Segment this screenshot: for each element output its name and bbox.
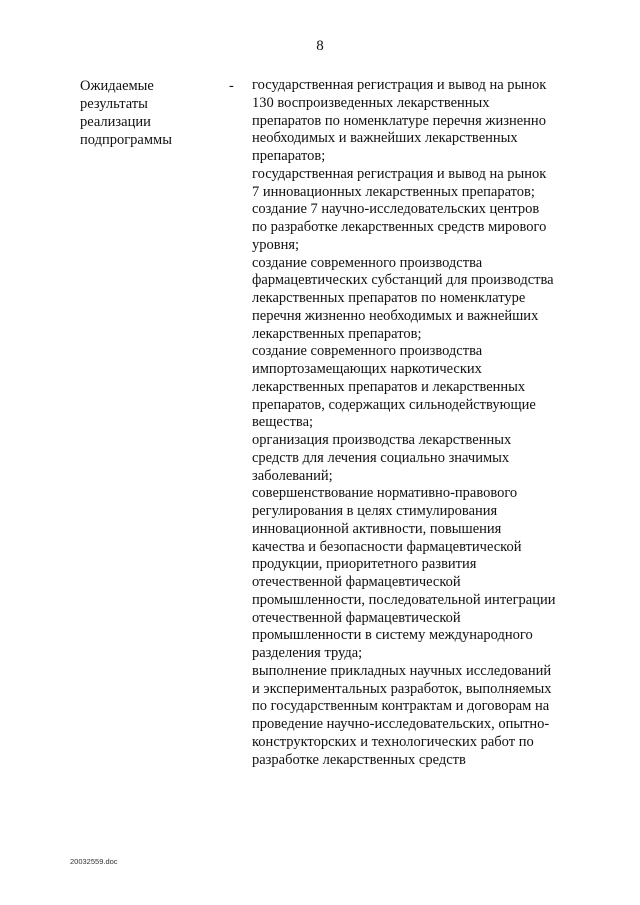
text-line: государственная регистрация и вывод на рынок (252, 77, 547, 93)
text-line: промышленности, последовательной интеграции (252, 591, 556, 608)
text-line: заболеваний; (252, 467, 333, 484)
text-line: инновационной активности, повышения (252, 520, 502, 537)
text-line: создание современного производства (252, 254, 483, 271)
text-line: лекарственных препаратов по номенклатуре (252, 290, 526, 306)
text-line: необходимых и важнейших лекарственных (252, 130, 518, 147)
section-label-line: реализации (80, 114, 151, 130)
text-line: продукции, приоритетного развития (252, 556, 477, 573)
text-line: лекарственных препаратов; (252, 325, 422, 342)
text-line: и экспериментальных разработок, выполняемых (252, 680, 552, 697)
text-line: качества и безопасности фармацевтической (252, 538, 522, 555)
section-label-line: результаты (80, 96, 148, 112)
text-line: препаратов по номенклатуре перечня жизненно (252, 112, 546, 129)
text-line: фармацевтических субстанций для производства (252, 272, 554, 289)
text-line: выполнение прикладных научных исследований (252, 662, 552, 679)
text-line: перечня жизненно необходимых и важнейших (252, 307, 539, 324)
text-line: отечественной фармацевтической (252, 574, 461, 590)
section-label-line: подпрограммы (80, 132, 172, 148)
list-dash: - (229, 78, 234, 94)
text-line: проведение научно-исследовательских, опытно- (252, 716, 550, 732)
text-line: отечественной фармацевтической (252, 609, 461, 626)
text-line: импортозамещающих наркотических (252, 361, 482, 377)
section-label-line: Ожидаемые (80, 78, 154, 94)
text-line: лекарственных препаратов и лекарственных (252, 378, 526, 395)
text-line: регулирования в целях стимулирования (252, 503, 498, 519)
page-number: 8 (316, 38, 324, 54)
text-line: совершенствование нормативно-правового (252, 485, 518, 502)
text-line: 7 инновационных лекарственных препаратов; (252, 183, 535, 200)
text-line: промышленности в систему международного (252, 627, 533, 644)
footer-filename: 20032559.doc (70, 857, 118, 866)
text-line: разделения труда; (252, 645, 363, 661)
text-line: создание современного производства (252, 343, 483, 360)
text-line: вещества; (252, 414, 314, 431)
text-line: организация производства лекарственных (252, 432, 512, 448)
text-line: 130 воспроизведенных лекарственных (252, 94, 490, 111)
section-label (80, 77, 210, 149)
text-line: средств для лечения социально значимых (252, 449, 510, 466)
text-line: препаратов; (252, 148, 326, 164)
text-line: уровня; (252, 236, 300, 253)
text-line: разработке лекарственных средств (252, 751, 466, 768)
expected-results-text (252, 77, 592, 769)
text-line: создание 7 научно-исследовательских центров (252, 201, 540, 218)
text-line: по разработке лекарственных средств мирового (252, 219, 547, 235)
text-line: препаратов, содержащих сильнодействующие (252, 396, 536, 413)
text-line: конструкторских и технологических работ по (252, 733, 534, 750)
text-line: по государственным контрактам и договорам на (252, 698, 550, 715)
text-line: государственная регистрация и вывод на рынок (252, 165, 547, 182)
